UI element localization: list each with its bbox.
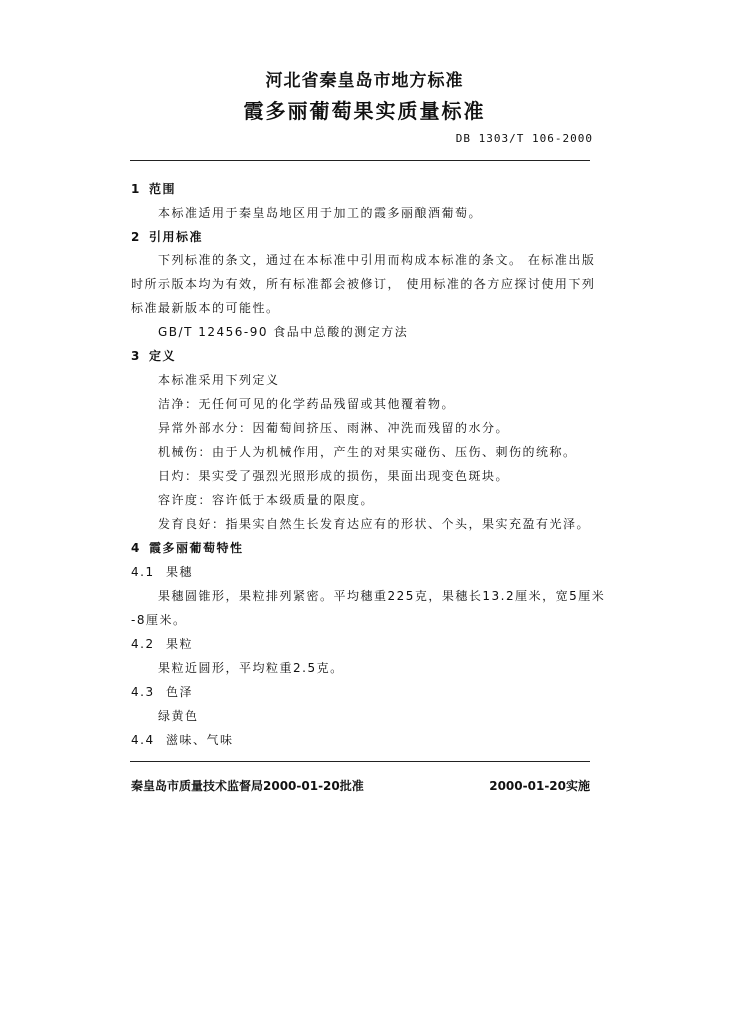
definition-sunburn: 日灼：果实受了强烈光照形成的损伤，果面出现变色斑块。	[158, 469, 510, 483]
header-divider	[130, 160, 590, 161]
section-2-number: 2	[131, 230, 141, 244]
standard-org: 河北省秦皇岛市地方标准	[265, 71, 464, 91]
section-1-text: 本标准适用于秦皇岛地区用于加工的霞多丽酿酒葡萄。	[158, 206, 483, 220]
section-4-1-text-line-2: -8厘米。	[131, 613, 187, 627]
section-3-title: 定义	[149, 349, 177, 363]
section-4-4-title: 滋味、气味	[166, 733, 234, 747]
section-4-title: 霞多丽葡萄特性	[149, 541, 244, 555]
definition-tolerance: 容许度：容许低于本级质量的限度。	[158, 493, 375, 507]
section-4-1-title: 果穗	[166, 565, 194, 579]
approval-note: 秦皇岛市质量技术监督局2000-01-20批准	[131, 779, 364, 793]
definition-moisture: 异常外部水分：因葡萄间挤压、雨淋、冲洗而残留的水分。	[158, 421, 510, 435]
section-4-number: 4	[131, 541, 141, 555]
footer-divider	[130, 761, 590, 762]
standard-title: 霞多丽葡萄果实质量标准	[243, 99, 486, 123]
section-4-2-number: 4.2	[131, 637, 155, 651]
section-3-number: 3	[131, 349, 141, 363]
section-3-text: 本标准采用下列定义	[158, 373, 280, 387]
implementation-date: 2000-01-20实施	[489, 779, 590, 793]
section-1-number: 1	[131, 182, 141, 196]
section-4-2-text: 果粒近圆形，平均粒重2.5克。	[158, 661, 344, 675]
section-2-reference: GB/T 12456-90 食品中总酸的测定方法	[158, 325, 409, 339]
section-2-text-line-1: 下列标准的条文，通过在本标准中引用而构成本标准的条文。 在标准出版	[158, 253, 596, 267]
standard-code: DB 1303/T 106-2000	[455, 132, 593, 145]
section-4-3-title: 色泽	[166, 685, 194, 699]
section-2-text-line-3: 标准最新版本的可能性。	[131, 301, 280, 315]
section-4-1-text-line-1: 果穗圆锥形，果粒排列紧密。平均穗重225克，果穗长13.2厘米，宽5厘米	[158, 589, 606, 603]
section-4-3-text: 绿黄色	[158, 709, 199, 723]
section-4-1-number: 4.1	[131, 565, 155, 579]
section-4-2-title: 果粒	[166, 637, 194, 651]
section-1-title: 范围	[149, 182, 177, 196]
definition-well-developed: 发育良好：指果实自然生长发育达应有的形状、个头，果实充盈有光泽。	[158, 517, 591, 531]
section-2-text-line-2: 时所示版本均为有效，所有标准都会被修订， 使用标准的各方应探讨使用下列	[131, 277, 596, 291]
section-4-4-number: 4.4	[131, 733, 155, 747]
section-2-title: 引用标准	[149, 230, 204, 244]
definition-mechanical-damage: 机械伤：由于人为机械作用，产生的对果实碰伤、压伤、刺伤的统称。	[158, 445, 577, 459]
section-4-3-number: 4.3	[131, 685, 155, 699]
definition-clean: 洁净：无任何可见的化学药品残留或其他覆着物。	[158, 397, 456, 411]
